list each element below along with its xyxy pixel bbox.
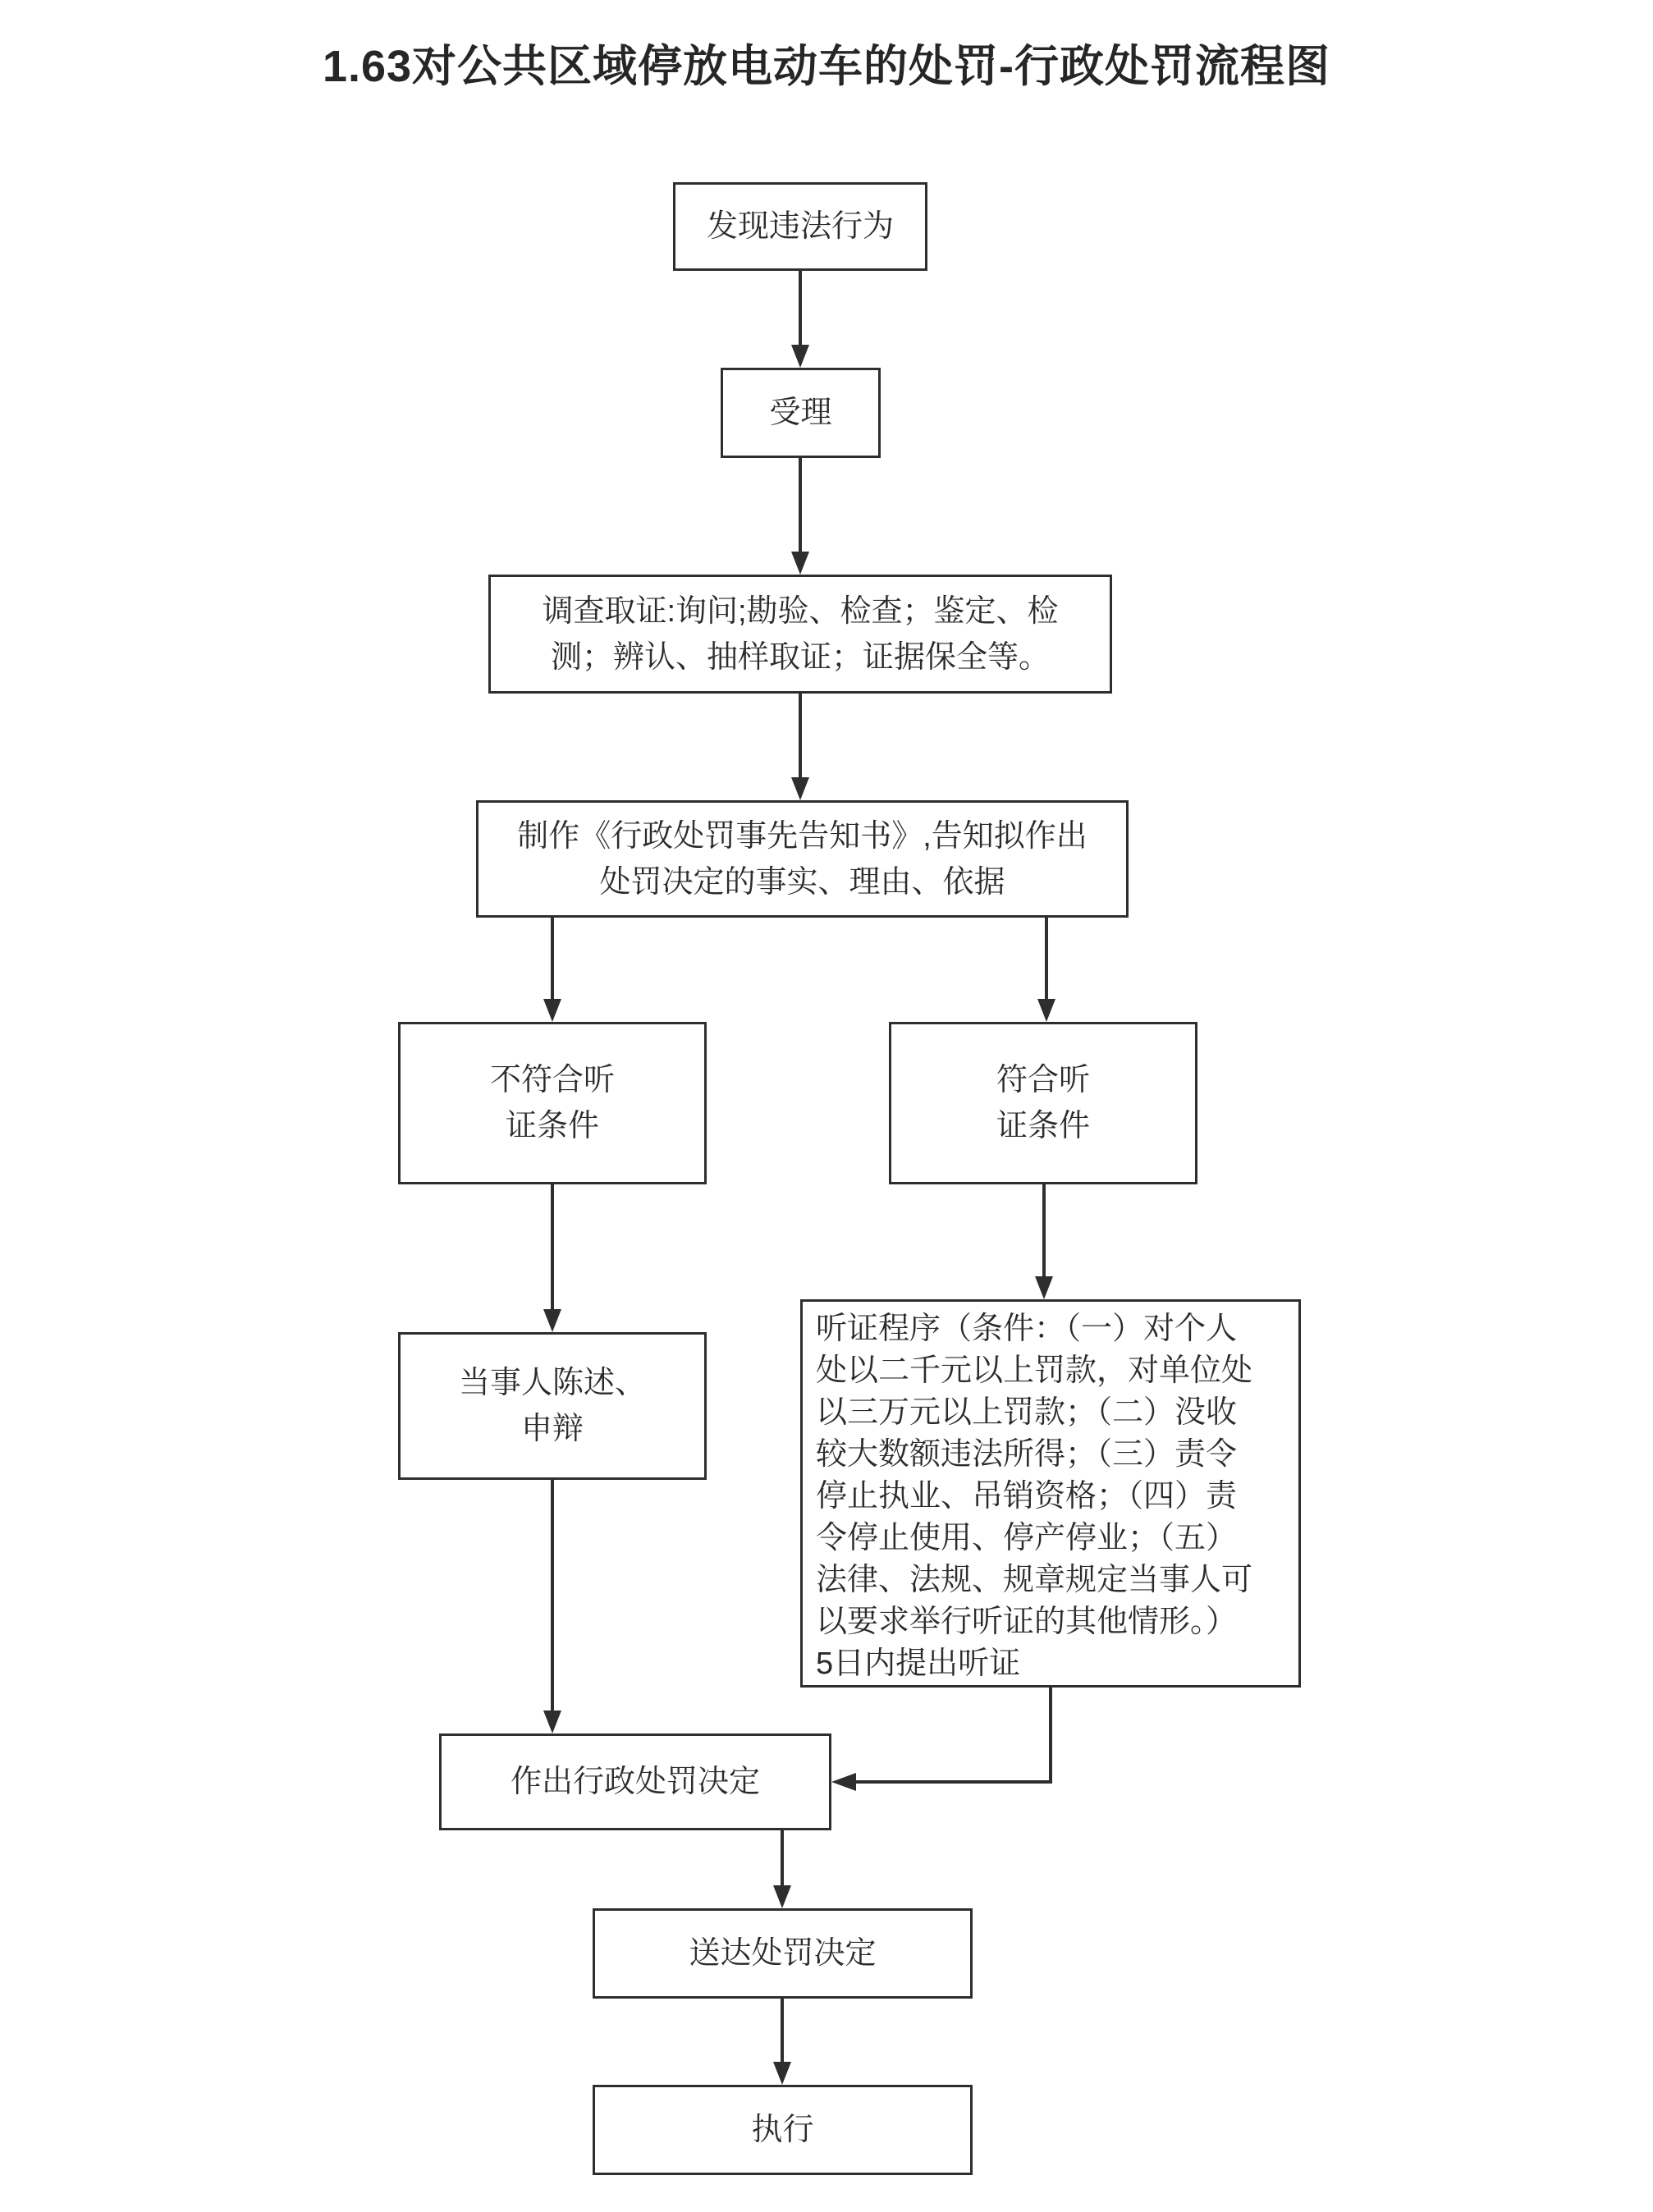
node-investigation-evidence [488,575,1112,694]
page-title: 1.63对公共区域停放电动车的处罚-行政处罚流程图 [322,42,1331,91]
node-label: 受理 [769,396,832,430]
node-label: 当事人陈述、 申辩 [458,1366,646,1446]
node-label: 听证程序（条件：（一）对个人 处以二千元以上罚款，对单位处 以三万元以上罚款；（二）没收 较大数额违法所得；（三）责令 停止执业、吊销资格；（四）责 令停止使用、停产停业；（五） 法律、法规、规章规定当事人可 以要求举行听证的其他情形。） 5日内提出听证 [816,1312,1253,1681]
node-not-meet-hearing-conditions [398,1022,707,1184]
arrow-meet-hearing [1035,1184,1053,1299]
arrow-notmeet-statement [543,1184,561,1332]
node-accept [721,368,881,458]
node-penalty-decision [439,1733,831,1830]
node-label: 作出行政处罚决定 [510,1765,760,1799]
arrow-notice-meet [1037,918,1055,1022]
node-discover-violation [673,182,927,271]
node-label: 执行 [751,2113,814,2147]
arrow-investigation-notice [791,694,809,800]
arrow-deliver-execution [773,1999,791,2085]
node-advance-notice [476,800,1129,918]
node-deliver-decision [593,1908,973,1999]
arrow-notice-notmeet [543,918,561,1022]
arrow-hearing-decision [831,1688,1051,1791]
node-statement-defense [398,1332,707,1480]
node-hearing-procedure [800,1299,1301,1688]
node-label: 送达处罚决定 [689,1936,877,1971]
node-meet-hearing-conditions [889,1022,1197,1184]
node-label: 不符合听 证条件 [489,1063,615,1143]
node-label: 制作《行政处罚事先告知书》,告知拟作出 处罚决定的事实、理由、依据 [517,818,1088,900]
arrow-accept-investigation [791,458,809,575]
node-label: 调查取证:询问;勘验、检查；鉴定、检 测；辨认、抽样取证；证据保全等。 [542,593,1059,675]
arrow-discover-accept [791,271,809,368]
arrow-statement-decision [543,1480,561,1733]
arrow-decision-deliver [773,1830,791,1908]
node-execution [593,2085,973,2175]
node-label: 发现违法行为 [706,209,894,244]
node-label: 符合听 证条件 [996,1063,1090,1143]
